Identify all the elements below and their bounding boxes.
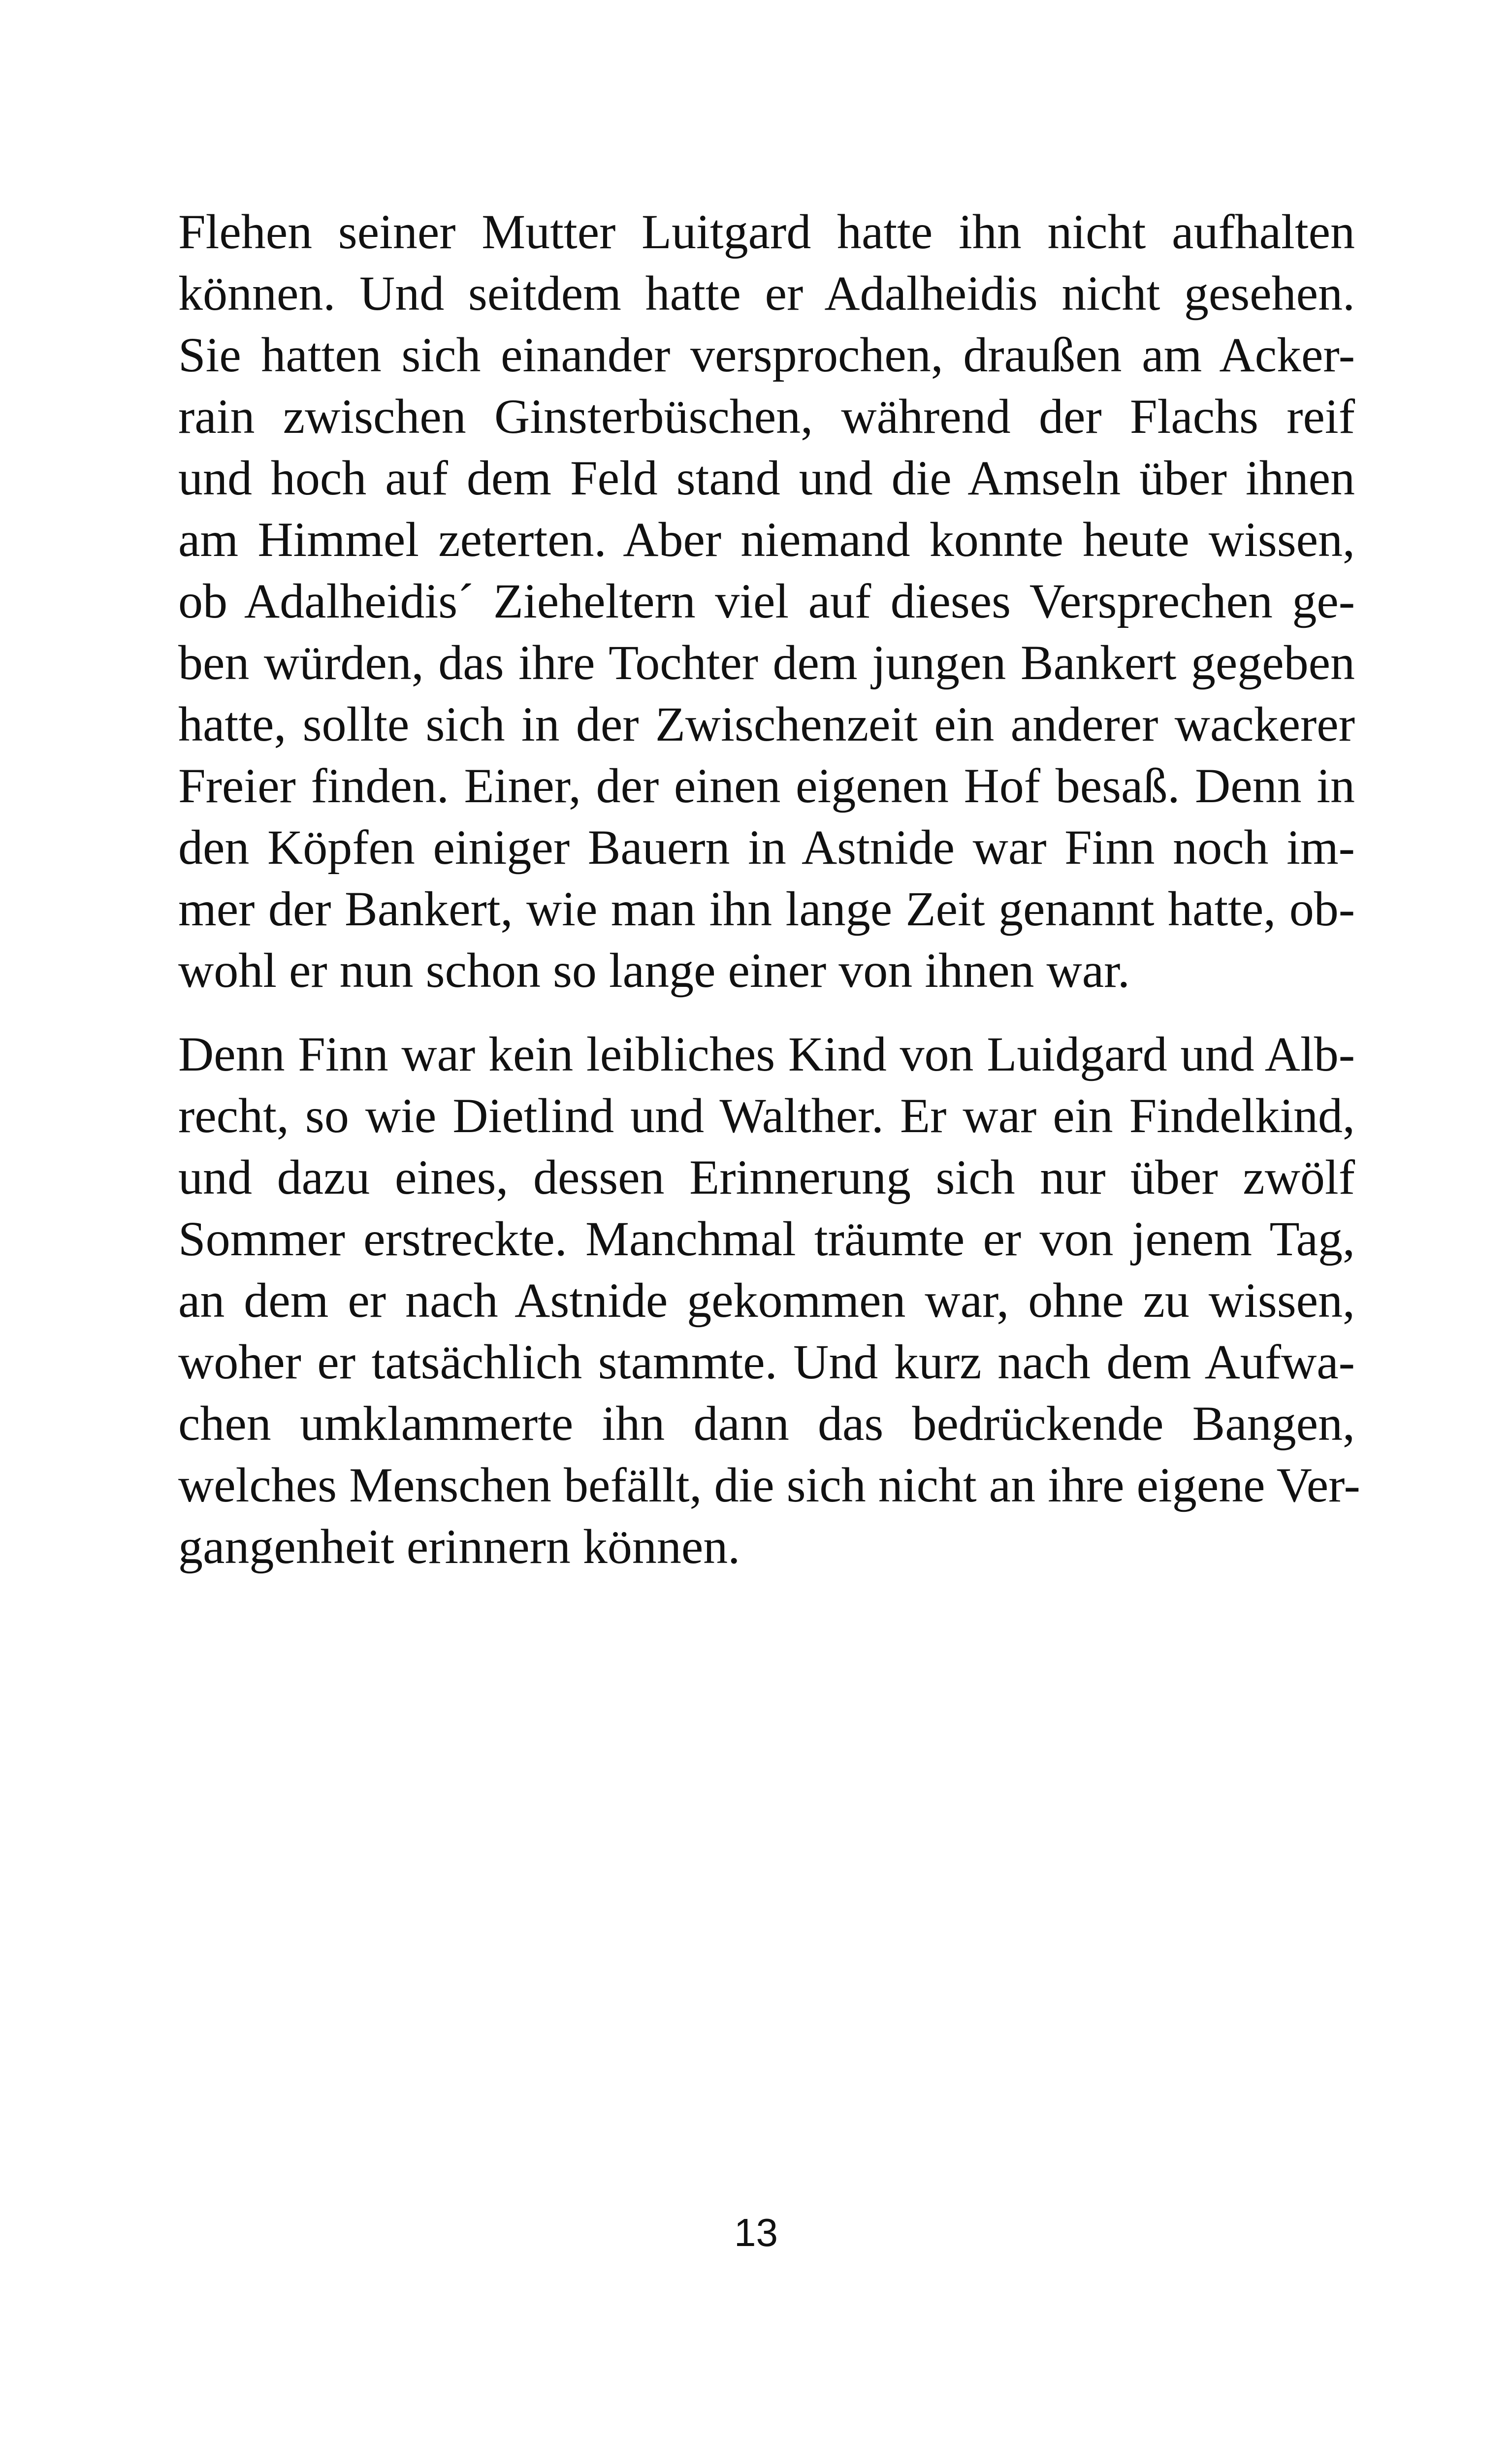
text-line: ben würden, das ihre Tochter dem jungen Bankert gegeben bbox=[178, 635, 1355, 690]
text-line: Sommer erstreckte. Manchmal träumte er von jenem Tag, bbox=[178, 1211, 1355, 1266]
text-line: welches Menschen befällt, die sich nicht an ihre eigene Ver- bbox=[178, 1458, 1360, 1512]
paragraph-1 bbox=[178, 201, 1355, 1001]
text-line: und dazu eines, dessen Erinnerung sich nur über zwölf bbox=[178, 1150, 1355, 1205]
paragraph-2 bbox=[178, 1023, 1360, 1577]
text-line: Freier finden. Einer, der einen eigenen Hof besaß. Denn in bbox=[178, 758, 1355, 813]
text-line: chen umklammerte ihn dann das bedrückende Bangen, bbox=[178, 1396, 1355, 1451]
text-line: Sie hatten sich einander versprochen, draußen am Acker- bbox=[178, 327, 1355, 382]
text-line: gangenheit erinnern können. bbox=[178, 1519, 740, 1574]
text-line: woher er tatsächlich stammte. Und kurz nach dem Aufwa- bbox=[178, 1335, 1355, 1389]
text-line: Flehen seiner Mutter Luitgard hatte ihn nicht aufhalten bbox=[178, 204, 1355, 259]
text-line: hatte, sollte sich in der Zwischenzeit ein anderer wackerer bbox=[178, 697, 1355, 751]
text-line: ob Adalheidis´ Zieheltern viel auf dieses Versprechen ge- bbox=[178, 574, 1355, 628]
text-line: können. Und seitdem hatte er Adalheidis nicht gesehen. bbox=[178, 266, 1355, 321]
text-line: den Köpfen einiger Bauern in Astnide war Finn noch im- bbox=[178, 820, 1355, 875]
text-line: rain zwischen Ginsterbüschen, während der Flachs reif bbox=[178, 389, 1355, 444]
text-line: wohl er nun schon so lange einer von ihnen war. bbox=[178, 943, 1130, 998]
text-line: recht, so wie Dietlind und Walther. Er war ein Findelkind, bbox=[178, 1088, 1355, 1143]
page-number: 13 bbox=[734, 2211, 778, 2254]
text-line: mer der Bankert, wie man ihn lange Zeit genannt hatte, ob- bbox=[178, 881, 1355, 936]
text-line: und hoch auf dem Feld stand und die Amseln über ihnen bbox=[178, 451, 1355, 505]
text-line: am Himmel zeterten. Aber niemand konnte heute wissen, bbox=[178, 512, 1355, 567]
body-text bbox=[178, 201, 1360, 1577]
text-line: an dem er nach Astnide gekommen war, ohne zu wissen, bbox=[178, 1273, 1355, 1328]
text-line: Denn Finn war kein leibliches Kind von Luidgard und Alb- bbox=[178, 1027, 1355, 1081]
